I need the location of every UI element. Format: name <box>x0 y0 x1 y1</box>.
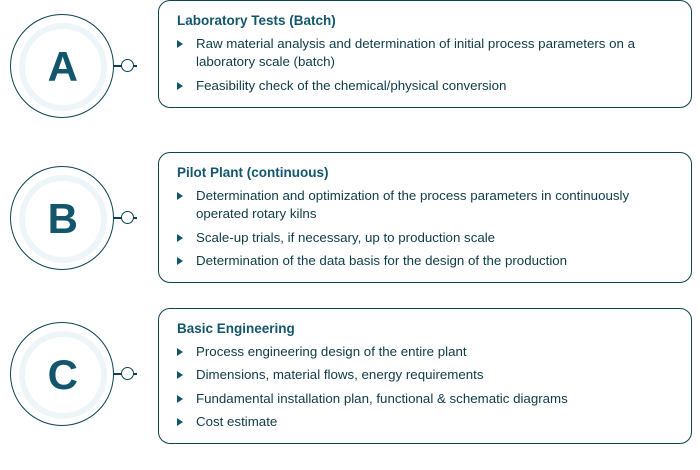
stage-b-badge-area <box>0 152 158 308</box>
list-item <box>177 390 675 408</box>
bullet-text: Determination and optimization of the process parameters in continuously operated rotary kilns <box>196 188 630 222</box>
triangle-bullet-icon <box>177 40 183 48</box>
triangle-bullet-icon <box>177 234 183 242</box>
bullet-text: Determination of the data basis for the design of the production <box>196 253 568 269</box>
stage-b-connector-dot <box>121 211 134 224</box>
stage-b-title: Pilot Plant (continuous) <box>177 165 329 180</box>
list-item <box>177 77 675 95</box>
stage-b-card <box>158 152 692 283</box>
stage-a-badge-letter: A <box>47 43 79 90</box>
stage-c-badge-letter: C <box>47 351 79 398</box>
stage-a-card <box>158 0 692 108</box>
stage-a-bullet-list <box>177 35 675 95</box>
stage-c <box>0 308 700 470</box>
stage-c-bullet-list <box>177 343 675 431</box>
stage-a <box>0 0 700 152</box>
stage-b-badge-circle <box>10 166 114 270</box>
bullet-text: Dimensions, material flows, energy requirements <box>196 367 484 383</box>
stage-a-badge-area <box>0 0 158 156</box>
list-item <box>177 35 675 72</box>
triangle-bullet-icon <box>177 418 183 426</box>
bullet-text: Raw material analysis and determination of initial process parameters on a laboratory scale (batch) <box>196 36 636 70</box>
stage-a-title: Laboratory Tests (Batch) <box>177 13 336 28</box>
stage-c-card <box>158 308 692 444</box>
stage-b <box>0 152 700 308</box>
stage-b-bullet-list <box>177 187 675 270</box>
triangle-bullet-icon <box>177 192 183 200</box>
list-item <box>177 413 675 431</box>
triangle-bullet-icon <box>177 82 183 90</box>
triangle-bullet-icon <box>177 371 183 379</box>
bullet-text: Feasibility check of the chemical/physical conversion <box>196 77 507 93</box>
bullet-text: Scale-up trials, if necessary, up to production scale <box>196 229 496 245</box>
list-item <box>177 366 675 384</box>
triangle-bullet-icon <box>177 395 183 403</box>
list-item <box>177 229 675 247</box>
stage-a-badge-circle <box>10 14 114 118</box>
stage-c-connector-dot <box>121 367 134 380</box>
stage-b-badge-letter: B <box>47 195 79 242</box>
stage-c-badge-area <box>0 308 158 464</box>
bullet-text: Fundamental installation plan, functional & schematic diagrams <box>196 390 568 406</box>
list-item <box>177 343 675 361</box>
triangle-bullet-icon <box>177 348 183 356</box>
list-item <box>177 187 675 224</box>
stage-c-badge-circle <box>10 322 114 426</box>
bullet-text: Process engineering design of the entire plant <box>196 344 467 359</box>
list-item <box>177 252 675 270</box>
triangle-bullet-icon <box>177 257 183 265</box>
stage-a-connector-dot <box>121 59 134 72</box>
stage-c-title: Basic Engineering <box>177 321 295 336</box>
bullet-text: Cost estimate <box>196 414 278 430</box>
